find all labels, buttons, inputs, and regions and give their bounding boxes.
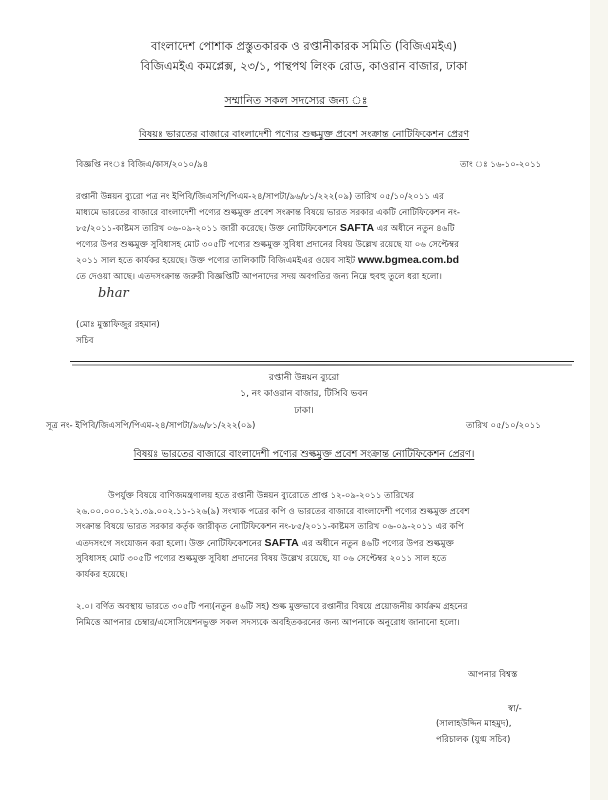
- notice-line: তে দেওয়া আছে। এতদসংক্রান্ত জরুরী বিজ্ঞপ্তিটি আপনাদের সদয় অবগতির জন্য নিম্নে হুবহু তুলে ধরা হলো।: [76, 271, 442, 282]
- epb-date: তারিখ ০৫/১০/২০১১: [466, 421, 541, 431]
- epb-line: [76, 536, 571, 553]
- epb-city: ঢাকা।: [294, 406, 314, 416]
- notice-signatory: (মোঃ মুস্তাফিজুর রহমান): [76, 320, 160, 330]
- epb-para-2: [76, 600, 571, 631]
- safta-term: SAFTA: [264, 536, 299, 549]
- epb-office: রপ্তানী উন্নয়ন ব্যুরো: [268, 373, 340, 383]
- notice-line: পণ্যের উপর শুল্কমুক্ত সুবিধাসহ মোট ৩০৫টি পণ্যের শুল্কমুক্ত সুবিধা প্রদানের বিষয় উল্লেখ রয়েছে যা ০৬ সেপ্টেম্বর: [76, 239, 459, 250]
- handwritten-signature: bhar: [98, 286, 129, 301]
- epb-line: ২.০। বর্ণিত অবস্থায় ভারতে ৩০৫টি পন্য(নতুন ৪৬টি সহ) শুল্ক মুক্তভাবে রপ্তানীর বিষয়ে প্রয়োজনীয় কার্যক্রম গ্রহনের: [76, 602, 468, 612]
- epb-line: ২৬.০০.০০০.১২১.৩৯.০০২.১১-১২৬(৯) সংখ্যক পত্রের কপি ও ভারতের বাজারে বাংলাদেশী পণ্যের শুল্কমুক্ত প্রবেশ: [76, 506, 470, 517]
- notice-line: রপ্তানী উন্নয়ন ব্যুরো পত্র নং ইপিবি/জিএসপি/পিএম-২৪/সাপটা/৯৬/৮১/২২২(০৯) তারিখ ০৫/১০/২০১১ এর: [76, 192, 444, 202]
- notice-line: [76, 221, 571, 238]
- epb-line-text: এতদসংগে সংযোজন করা হলো। উক্ত নোটিফিকেশনের: [76, 538, 262, 549]
- epb-subject: বিষয়ঃ ভারতের বাজারে বাংলাদেশী পণ্যের শুল্কমুক্ত প্রবেশ সংক্রান্ত নোটিফিকেশন প্রেরণ।: [133, 449, 475, 460]
- notice-line-tail: এর অধীনে নতুন ৪৬টি: [376, 224, 455, 234]
- notice-line-text: ২০১১ সাল হতে কার্যকর হয়েছে। উক্ত পণ্যের তালিকাটি বিজিএমইএর ওয়েব সাইট: [76, 256, 356, 266]
- epb-line: কার্যকর হয়েছে।: [76, 569, 128, 580]
- notice-designation: সচিব: [76, 336, 94, 346]
- epb-ref: সূত্র নং- ইপিবি/জিএসপি/পিএম-২৪/সাপটা/৯৬/৮১/২২২(০৯): [46, 421, 256, 431]
- divider-line-shadow: [72, 364, 572, 366]
- epb-designation: পরিচালক (যুগ্ম সচিব): [436, 735, 511, 745]
- epb-line: সুবিধাসহ মোট ৩০৫টি পণ্যের শুল্কমুক্ত সুবিধা প্রদানের বিষয় উল্লেখ রয়েছে, যা ০৬ সেপ্টেম্বর ২০১১ সাল হতে: [76, 554, 447, 564]
- salutation: সম্মানিত সকল সদস্যের জন্য ঃ: [224, 94, 368, 107]
- notice-line-text: ৮৫/২০১১-কাষ্টমস তারিখ ০৬-০৯-২০১১ জারী করেছে। উক্ত নোটিফিকেশনে: [76, 224, 338, 234]
- notice-body: [76, 190, 571, 285]
- divider-line: [70, 361, 574, 362]
- notice-line: মাধ্যমে ভারতের বাজারে বাংলাদেশী পণ্যের শুল্কমুক্ত প্রবেশ সংক্রান্ত বিষয়ে ভারত সরকার একটি নোটিফিকেশন নং-: [76, 207, 460, 218]
- epb-address: ১, নং কাওরান বাজার, টিসিবি ভবন: [240, 389, 368, 399]
- epb-line: উপর্যুক্ত বিষয়ে বাণিজমন্ত্রণালয় হতে রপ্তানী উন্নয়ন ব্যুরোতে প্রাপ্ত ১২-০৯-২০১১ তারিখের: [108, 491, 415, 501]
- notice-ref: বিজ্ঞপ্তি নং‍ঃ বিজিএ/কাস/২০১০/৯৪: [76, 160, 209, 170]
- website-link[interactable]: www.bgmea.com.bd: [357, 254, 460, 266]
- epb-line: সংক্রান্ত বিষয়ে ভারত সরকার কর্তৃক জারীকৃত নোটিফিকেশন নং-৮৫/২০১১-কাষ্টমস তারিখ ০৬-০৯-২০১১ এর কপি: [76, 522, 464, 532]
- notice-date: তাং ঃ ১৬-১০-২০১১: [460, 160, 542, 170]
- closing: আপনার বিশ্বস্ত: [468, 670, 518, 680]
- signed-mark: স্বা/-: [508, 704, 522, 714]
- epb-line: নিমিত্তে আপনার চেম্বার/এসোসিয়েশনভুক্ত সকল সদস্যকে অবহিতকরনের জন্য আপনাকে অনুরোধ জানানো হলো।: [76, 617, 460, 628]
- epb-signatory: (সালাহউদ্দিন মাহমুদ),: [436, 719, 512, 729]
- epb-para-1: [76, 489, 571, 583]
- org-name: বাংলাদেশ পোশাক প্রস্তুতকারক ও রপ্তানীকারক সমিতি (বিজিএমইএ): [151, 39, 457, 53]
- epb-line-tail: এর অধীনে নতুন ৪৬টি পণ্যের উপর শুল্কমুক্ত: [301, 538, 454, 549]
- notice-line: [76, 253, 571, 270]
- safta-term: SAFTA: [339, 222, 375, 234]
- notice-subject: বিষয়ঃ ভারতের বাজারে বাংলাদেশী পণ্যের শুল্কমুক্ত প্রবেশ সংক্রান্ত নোটিফিকেশন প্রেরণ: [138, 129, 470, 140]
- org-address: বিজিএমইএ কমপ্লেক্স, ২৩/১, পান্থপথ লিংক রোড, কাওরান বাজার, ঢাকা: [140, 59, 468, 73]
